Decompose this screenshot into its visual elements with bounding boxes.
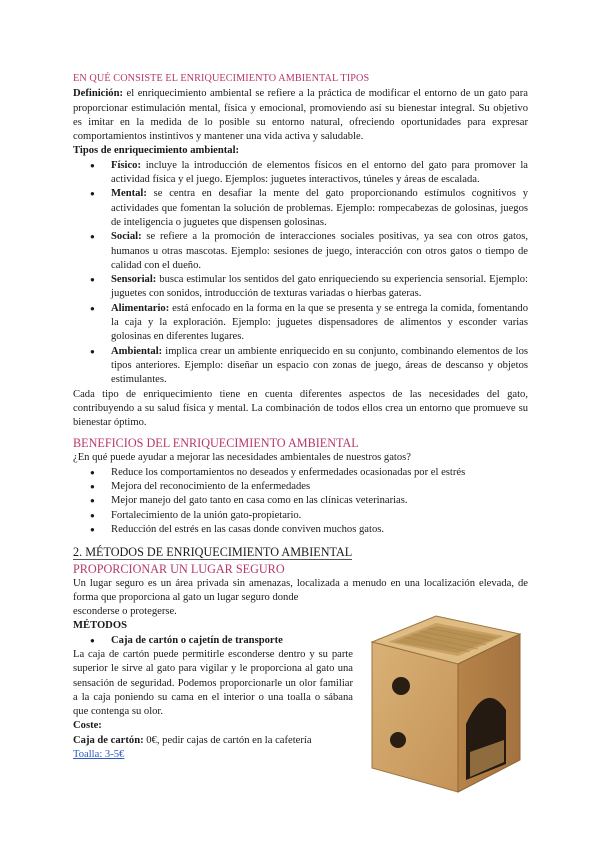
list-item: ● Sensorial: busca estimular los sentidos del gato enriqueciendo su experiencia sensorial. Ejemplo: juguetes con sonidos, introducción de texturas variadas o hierbas gateras. [111, 273, 528, 302]
types-heading: Tipos de enriquecimiento ambiental: [73, 145, 240, 157]
list-item: ● Fortalecimiento de la unión gato-propietario. [111, 509, 528, 523]
methods-heading: MÉTODOS [73, 620, 127, 632]
list-item: ● Social: se refiere a la promoción de interacciones sociales positivas, ya sea con otros gatos, humanos u otras mascotas. Ejemplo: sesiones de juego, interacción con otros gatos o tiempo de calidad con el dueño. [111, 230, 528, 273]
types-summary: Cada tipo de enriquecimiento tiene en cuenta diferentes aspectos de las necesidades del gato, contribuyendo a su salud física y mental. La combinación de todos ellos crea un entorno que promueve su bienestar óptimo. [73, 388, 528, 429]
definition-label: Definición: [73, 88, 124, 100]
benefits-list [73, 466, 528, 537]
benefits-heading: BENEFICIOS DEL ENRIQUECIMIENTO AMBIENTAL [73, 436, 359, 451]
types-list [73, 159, 528, 388]
towel-cost-link[interactable]: Toalla: 3-5€ [73, 749, 125, 761]
list-item: ● Reducción del estrés en las casas donde conviven muchos gatos. [111, 523, 528, 537]
list-item: ● Alimentario: está enfocado en la forma en la que se presenta y se entrega la comida, fomentando la caja y la exploración. Ejemplo: juguetes dispensadores de alimentos y esconder varias golosinas en diferentes lugares. [111, 302, 528, 345]
definition-paragraph [73, 87, 528, 144]
methods-list [73, 634, 353, 648]
cost-line: Caja de cartón: 0€, pedir cajas de cartón en la cafetería [73, 734, 312, 746]
safe-place-text-cont: esconderse o protegerse. [73, 606, 177, 618]
list-item: ● Ambiental: implica crear un ambiente enriquecido en su conjunto, combinando elementos de los tipos anteriores. Ejemplo: diseñar un espacio con zonas de juego, áreas de descanso y objetos estimulantes. [111, 345, 528, 388]
section2-heading: 2. MÉTODOS DE ENRIQUECIMIENTO AMBIENTAL [73, 545, 353, 560]
safe-place-text: Un lugar seguro es un área privada sin amenazas, localizada a menudo en una localización elevada, de forma que proporciona al gato un lugar seguro donde [73, 577, 528, 603]
list-item: ● Físico: incluye la introducción de elementos físicos en el entorno del gato para promover la actividad física y el juego. Ejemplos: juguetes interactivos, túneles y áreas de escalada. [111, 159, 528, 188]
section-title-types: EN QUÉ CONSISTE EL ENRIQUECIMIENTO AMBIENTAL TIPOS [73, 73, 370, 84]
list-item: ● Caja de cartón o cajetín de transporte [111, 634, 353, 648]
method-text: La caja de cartón puede permitirle esconderse dentro y su parte superior le sirve al gato para vigilar y le proporciona al gato una sensación de seguridad. Podemos proporcionarle un olor familiar a la caja poniendo su cama en el interior o una toalla o sábana que contenga su olor. [73, 648, 353, 718]
list-item: ● Mejor manejo del gato tanto en casa como en las clínicas veterinarias. [111, 494, 528, 508]
benefits-question: ¿En qué puede ayudar a mejorar las necesidades ambientales de nuestros gatos? [73, 452, 411, 464]
list-item: ● Mejora del reconocimiento de la enfermedades [111, 480, 528, 494]
safe-place-heading: PROPORCIONAR UN LUGAR SEGURO [73, 561, 285, 576]
cost-heading: Coste: [73, 720, 102, 732]
cardboard-cat-house-image [358, 612, 526, 794]
list-item: ● Mental: se centra en desafiar la mente del gato proporcionando estímulos cognitivos y actividades que fomentan la solución de problemas. Ejemplo: rompecabezas de golosinas, juegos de inteligencia o juguetes que dispensen golosinas. [111, 187, 528, 230]
list-item: ● Reduce los comportamientos no deseados y enfermedades ocasionadas por el estrés [111, 466, 528, 480]
definition-text: el enriquecimiento ambiental se refiere a la práctica de modificar el entorno de un gato para proporcionar estimulación mental, física y emocional, promoviendo así su bienestar integral. Su objetivo es imitar en la medida de lo posible su entorno natural, ofreciendo oportunidades para expresar comportamientos instintivos y mantener una vida activa y saludable. [73, 88, 528, 143]
